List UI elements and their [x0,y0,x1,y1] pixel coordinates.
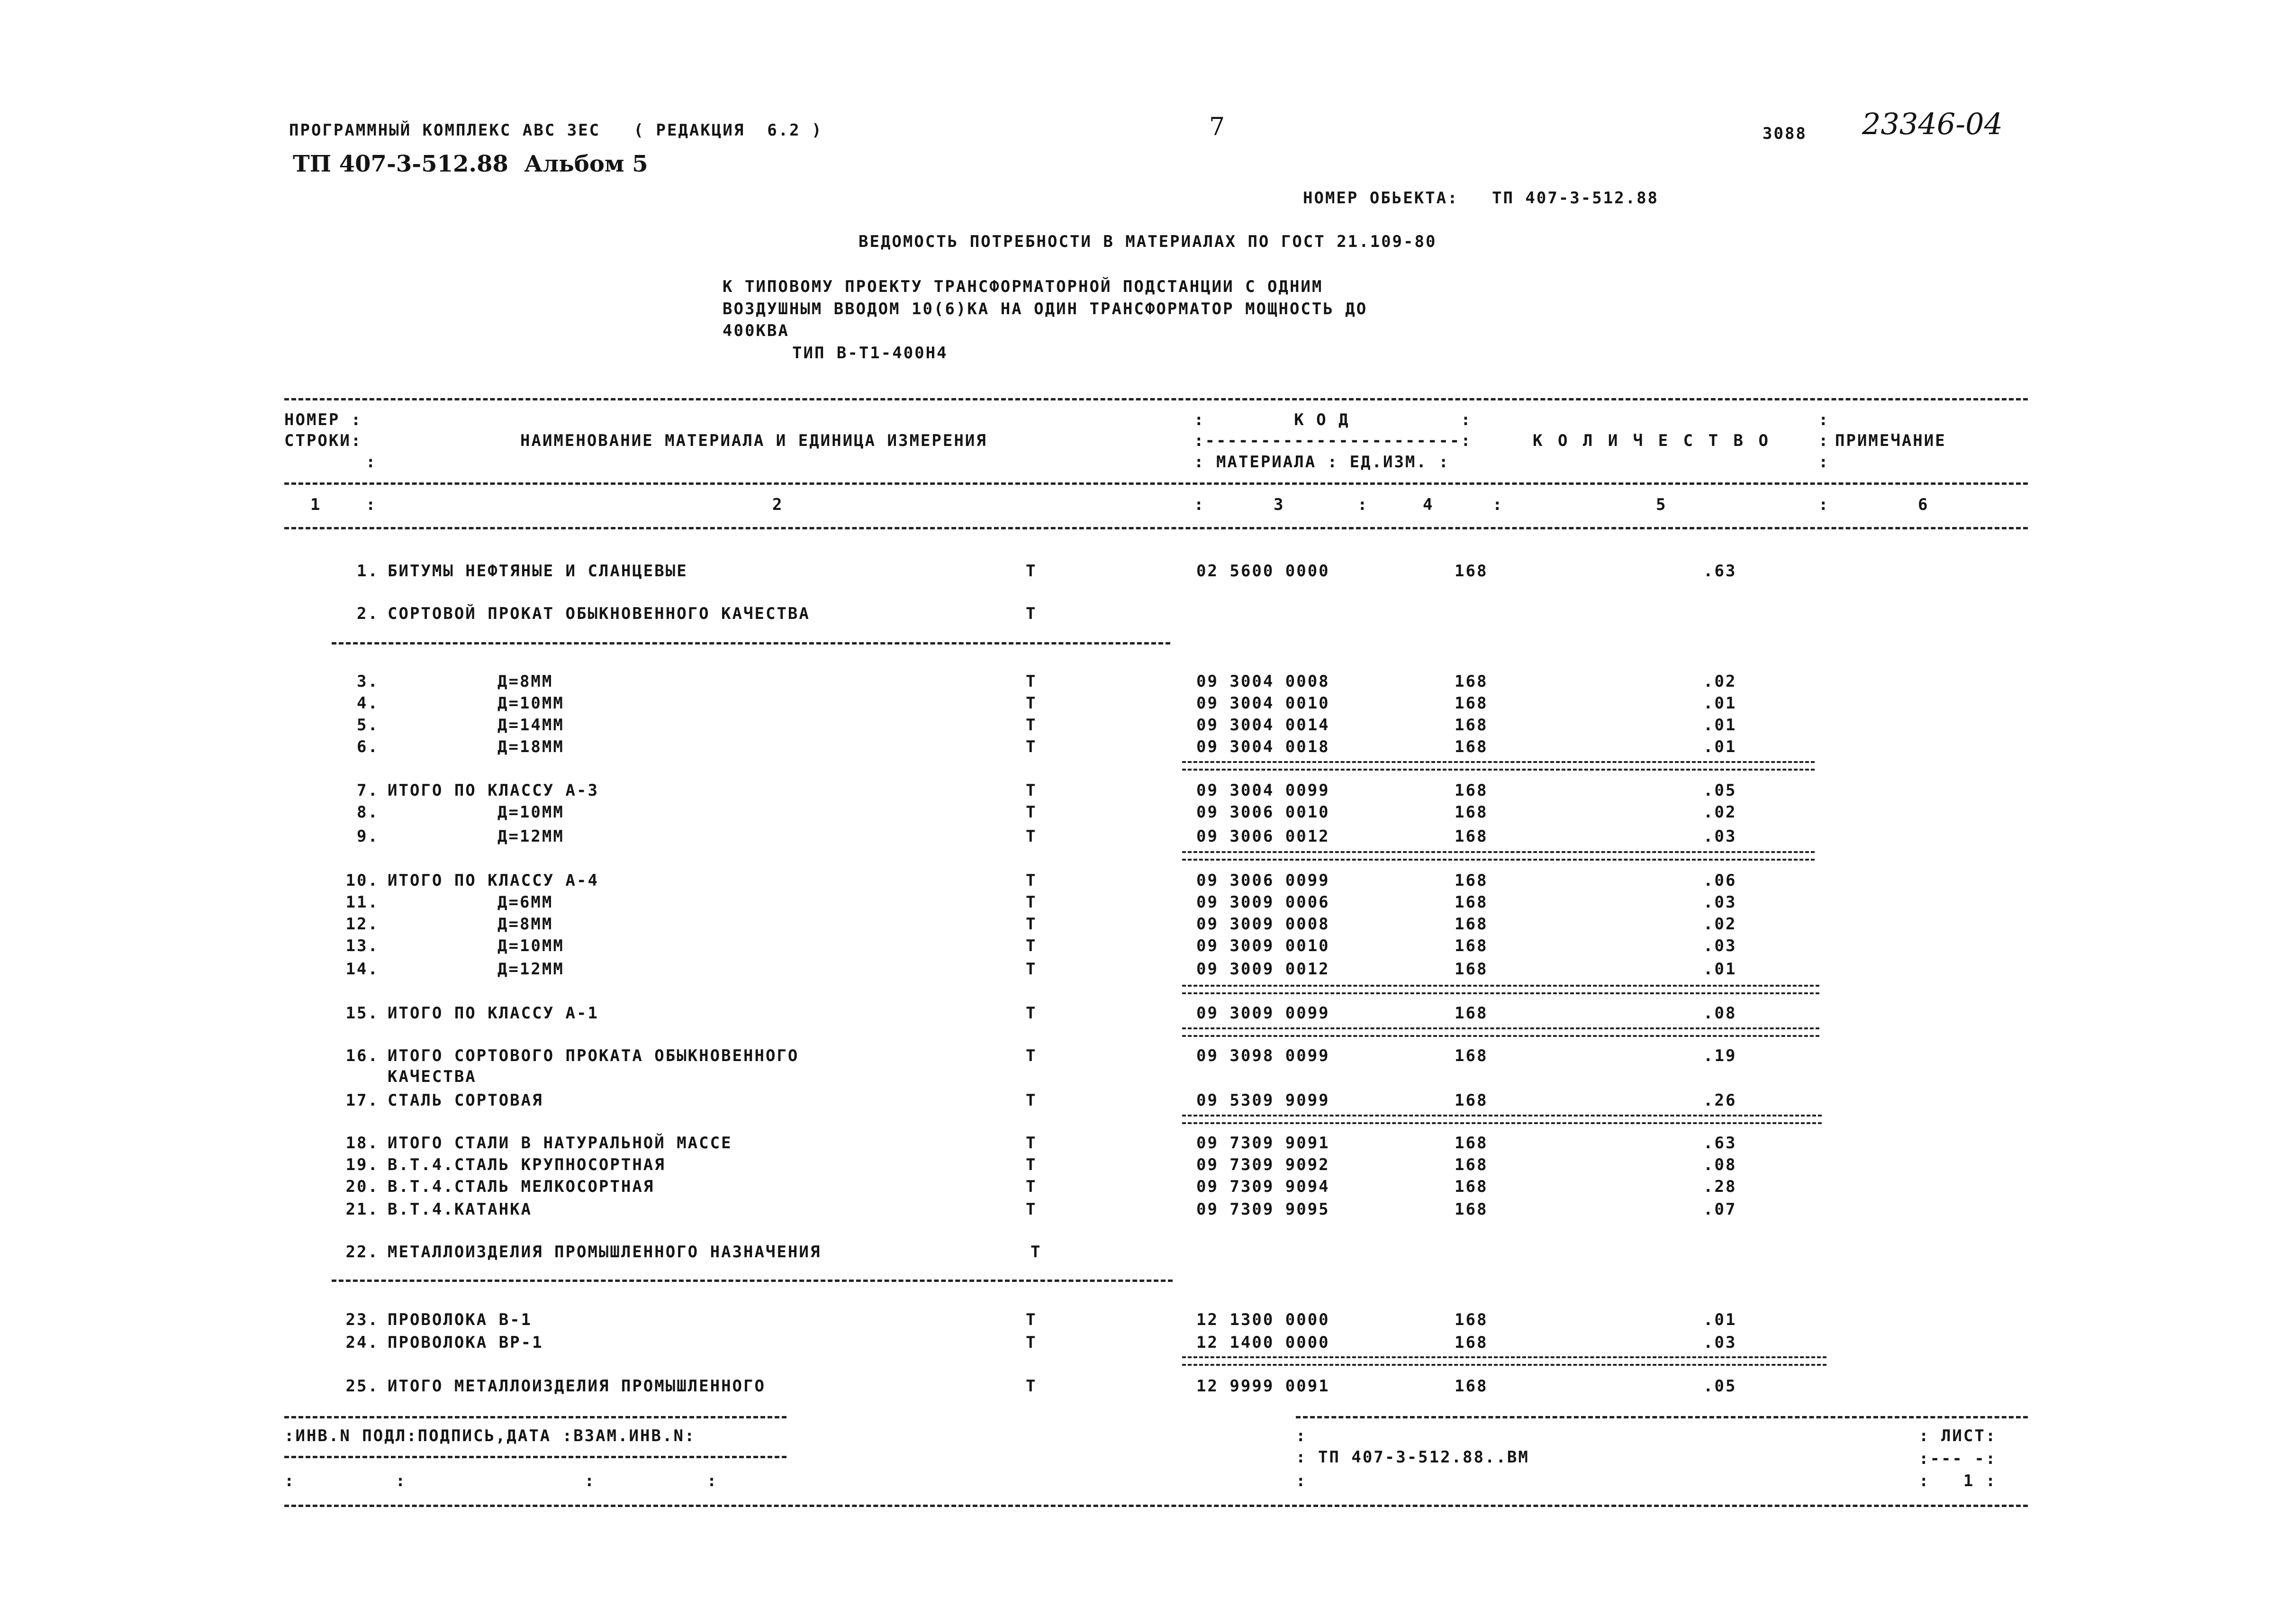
material-code: 09 3004 0018 [1196,737,1330,756]
material-name: СТАЛЬ СОРТОВАЯ [388,1091,543,1110]
material-code: 09 3006 0012 [1196,827,1330,846]
quantity: .26 [1703,1091,1737,1110]
table-row [0,936,2296,959]
material-name: ИТОГО СТАЛИ В НАТУРАЛЬНОЙ МАССЕ [388,1134,732,1153]
quantity: .08 [1703,1155,1737,1174]
table-row [0,1377,2296,1399]
unit-code: 168 [1455,672,1488,691]
unit: Т [1026,1200,1037,1219]
table-row [0,1046,2296,1090]
total-rule [1182,761,1815,771]
col-note-sep: : [1818,431,1830,450]
unit-code: 168 [1455,1200,1488,1219]
row-number: 24. [345,1333,379,1352]
col-index-3: 3 [1274,495,1285,514]
subtitle-line-4: ТИП В-Т1-400Н4 [792,344,948,363]
material-code: 12 1300 0000 [1196,1310,1330,1329]
unit-code: 168 [1455,562,1488,581]
unit: Т [1026,1004,1037,1023]
total-rule [1182,985,1819,994]
material-code: 09 3004 0099 [1196,781,1330,800]
col-index-sep-5: : [1818,495,1830,514]
table-row [0,1333,2296,1356]
unit: Т [1026,1377,1037,1396]
row-number: 18. [345,1134,379,1153]
col-index-4: 4 [1423,495,1434,514]
table-row [0,1155,2296,1178]
material-name: Д=6ММ [497,893,553,912]
col-index-sep-2: : [1194,495,1205,514]
material-code: 09 3009 0006 [1196,893,1330,912]
material-code: 12 9999 0091 [1196,1377,1330,1396]
sheet-number: : 1 : [1919,1471,1997,1490]
row-number: 6. [357,737,379,756]
total-rule [1182,1027,1819,1037]
material-name: Д=8ММ [497,915,553,934]
table-row [0,604,2296,627]
unit-code: 168 [1455,893,1488,912]
material-name: ИТОГО ПО КЛАССУ А-4 [388,871,599,890]
unit-code: 168 [1455,781,1488,800]
col-note-sep-bottom: : [1818,453,1830,472]
quantity: .05 [1703,1377,1737,1396]
table-row [0,694,2296,717]
unit-code: 168 [1455,936,1488,955]
subtitle-line-1: К ТИПОВОМУ ПРОЕКТУ ТРАНСФОРМАТОРНОЙ ПОДСТАНЦИИ С ОДНИМ [723,277,1323,296]
document-title: ВЕДОМОСТЬ ПОТРЕБНОСТИ В МАТЕРИАЛАХ ПО ГОСТ 21.109-80 [859,232,1437,251]
unit: Т [1026,1091,1037,1110]
unit-code: 168 [1455,803,1488,822]
table-row [0,1004,2296,1026]
material-name: Д=8ММ [497,672,553,691]
material-code: 09 3006 0099 [1196,871,1330,890]
quantity: .02 [1703,915,1737,934]
tp-album-label: ТП 407-3-512.88 Альбом 5 [293,151,648,177]
row-number: 1. [357,562,379,581]
total-rule [1182,1115,1822,1124]
quantity: .01 [1703,1310,1737,1329]
col-note-header: ПРИМЕЧАНИЕ [1835,431,1946,450]
row-number: 8. [357,803,379,822]
unit: Т [1026,604,1037,623]
unit-code: 168 [1455,1134,1488,1153]
material-name: В.Т.4.СТАЛЬ КРУПНОСОРТНАЯ [388,1155,666,1174]
table-row [0,562,2296,584]
unit-code: 168 [1455,827,1488,846]
unit-code: 168 [1455,1155,1488,1174]
material-name: Д=10ММ [497,803,564,822]
col-quantity-header: К О Л И Ч Е С Т В О [1533,431,1771,450]
subtitle-line-3: 400КВА [723,321,789,340]
row-number: 19. [345,1155,379,1174]
quantity: .06 [1703,871,1737,890]
unit: Т [1026,1134,1037,1153]
quantity: .03 [1703,936,1737,955]
table-row [0,1310,2296,1333]
material-code: 09 7309 9091 [1196,1134,1330,1153]
material-code: 09 3098 0099 [1196,1046,1330,1065]
unit-code: 168 [1455,1091,1488,1110]
quantity: .08 [1703,1004,1737,1023]
document-code: 3088 [1763,124,1807,143]
unit: Т [1026,694,1037,713]
material-name: СОРТОВОЙ ПРОКАТ ОБЫКНОВЕННОГО КАЧЕСТВА [388,604,810,623]
quantity: .02 [1703,803,1737,822]
material-code: 09 5309 9099 [1196,1091,1330,1110]
table-row [0,960,2296,982]
table-top-rule [284,398,2028,400]
col-code-subheaders: : МАТЕРИАЛА : ЕД.ИЗМ. : [1194,453,1450,472]
page-bottom-rule [284,1505,2028,1507]
material-name: В.Т.4.КАТАНКА [388,1200,533,1219]
quantity: .03 [1703,1333,1737,1352]
stamp-mid-rule [284,1456,786,1458]
quantity: .19 [1703,1046,1737,1065]
unit: Т [1026,1046,1037,1065]
unit-code: 168 [1455,1333,1488,1352]
row-number: 2. [357,604,379,623]
material-name: Д=18ММ [497,737,564,756]
table-row [0,1200,2296,1223]
row-number: 9. [357,827,379,846]
quantity: .63 [1703,562,1737,581]
col-code-divider: :-----------------------: [1194,431,1472,450]
quantity: .01 [1703,716,1737,735]
program-header: ПРОГРАММНЫЙ КОМПЛЕКС АВС ЗЕС ( РЕДАКЦИЯ 6.2 ) [289,121,823,140]
doc-separator-bottom: : [1296,1471,1307,1490]
row-number: 22. [345,1243,379,1262]
sheet-label: : ЛИСТ: [1919,1426,1997,1445]
material-name: ИТОГО СОРТОВОГО ПРОКАТА ОБЫКНОВЕННОГО [388,1046,799,1065]
table-row [0,716,2296,738]
unit-code: 168 [1455,1310,1488,1329]
material-name: ИТОГО ПО КЛАССУ А-1 [388,1004,599,1023]
unit-code: 168 [1455,1377,1488,1396]
row-number: 20. [345,1177,379,1196]
unit-code: 168 [1455,694,1488,713]
handwritten-number: 23346-04 [1862,107,2003,141]
material-code: 09 7309 9095 [1196,1200,1330,1219]
unit-code: 168 [1455,1046,1488,1065]
row-number: 3. [357,672,379,691]
unit-code: 168 [1455,960,1488,979]
quantity: .01 [1703,960,1737,979]
material-code: 09 3004 0008 [1196,672,1330,691]
stamp-row: : : : : [284,1471,718,1490]
row-number: 4. [357,694,379,713]
material-code: 09 3004 0014 [1196,716,1330,735]
col-index-5: 5 [1656,495,1667,514]
unit: Т [1026,1155,1037,1174]
row-number: 17. [345,1091,379,1110]
material-name: Д=10ММ [497,694,564,713]
table-row [0,737,2296,760]
total-rule [1182,851,1815,861]
quantity: .07 [1703,1200,1737,1219]
unit: Т [1026,781,1037,800]
material-code: 09 3009 0099 [1196,1004,1330,1023]
quantity: .03 [1703,827,1737,846]
col-num-label-2: СТРОКИ: [284,431,362,450]
doc-separator-top: : [1296,1426,1307,1445]
quantity: .28 [1703,1177,1737,1196]
material-name: ИТОГО МЕТАЛЛОИЗДЕЛИЯ ПРОМЫШЛЕННОГО [388,1377,766,1396]
table-row [0,1177,2296,1200]
object-number: НОМЕР ОБЬЕКТА: ТП 407-3-512.88 [1303,189,1659,208]
material-name: ИТОГО ПО КЛАССУ А-3 [388,781,599,800]
page-number: 7 [1209,113,1225,141]
table-row [0,1134,2296,1156]
unit-code: 168 [1455,871,1488,890]
unit-code: 168 [1455,716,1488,735]
row-number: 14. [345,960,379,979]
row-number: 13. [345,936,379,955]
material-name: МЕТАЛЛОИЗДЕЛИЯ ПРОМЫШЛЕННОГО НАЗНАЧЕНИЯ [388,1243,822,1262]
row-number: 15. [345,1004,379,1023]
material-name: Д=12ММ [497,960,564,979]
material-code: 12 1400 0000 [1196,1333,1330,1352]
material-name-continuation: КАЧЕСТВА [388,1067,477,1086]
material-code: 09 3006 0010 [1196,803,1330,822]
table-row [0,803,2296,826]
quantity: .01 [1703,737,1737,756]
stamp-header: :ИНВ.N ПОДЛ:ПОДПИСЬ,ДАТА :ВЗАМ.ИНВ.N: [284,1426,696,1445]
section-rule [332,642,1170,645]
material-name: Д=14ММ [497,716,564,735]
header-bottom-rule [284,527,2028,529]
col-note-sep-top: : [1818,410,1830,429]
unit: Т [1026,1310,1037,1329]
table-row [0,1091,2296,1114]
material-name: ПРОВОЛОКА В-1 [388,1310,533,1329]
material-name: БИТУМЫ НЕФТЯНЫЕ И СЛАНЦЕВЫЕ [388,562,688,581]
table-row [0,915,2296,937]
unit: Т [1026,737,1037,756]
unit: Т [1026,827,1037,846]
row-number: 11. [345,893,379,912]
unit: Т [1026,960,1037,979]
row-number: 5. [357,716,379,735]
stamp-top-rule [284,1416,786,1418]
doc-top-rule [1296,1416,2028,1418]
unit: Т [1026,936,1037,955]
material-name: ПРОВОЛОКА ВР-1 [388,1333,543,1352]
quantity: .05 [1703,781,1737,800]
col-name-header: НАИМЕНОВАНИЕ МАТЕРИАЛА И ЕДИНИЦА ИЗМЕРЕНИЯ [520,431,987,450]
material-code: 09 3009 0008 [1196,915,1330,934]
unit: Т [1026,716,1037,735]
table-row [0,1243,2296,1265]
unit: Т [1026,562,1037,581]
quantity: .02 [1703,672,1737,691]
material-code: 09 3009 0012 [1196,960,1330,979]
material-code: 09 7309 9092 [1196,1155,1330,1174]
material-code: 09 7309 9094 [1196,1177,1330,1196]
col-code-header: : К О Д : [1194,410,1472,429]
doc-code: : ТП 407-3-512.88..ВМ [1296,1448,1529,1467]
material-name: В.Т.4.СТАЛЬ МЕЛКОСОРТНАЯ [388,1177,655,1196]
table-row [0,893,2296,916]
total-rule [1182,1356,1826,1366]
unit: Т [1030,1243,1042,1262]
sheet-separator: :--- -: [1919,1449,1997,1468]
col-index-2: 2 [772,495,784,514]
unit: Т [1026,672,1037,691]
row-number: 23. [345,1310,379,1329]
row-number: 12. [345,915,379,934]
unit-code: 168 [1455,1177,1488,1196]
unit: Т [1026,915,1037,934]
quantity: .01 [1703,694,1737,713]
col-index-sep-3: : [1357,495,1369,514]
material-code: 09 3009 0010 [1196,936,1330,955]
material-code: 02 5600 0000 [1196,562,1330,581]
table-row [0,672,2296,695]
row-number: 21. [345,1200,379,1219]
unit: Т [1026,893,1037,912]
unit: Т [1026,871,1037,890]
unit: Т [1026,1177,1037,1196]
unit: Т [1026,803,1037,822]
row-number: 10. [345,871,379,890]
unit-code: 168 [1455,1004,1488,1023]
quantity: .03 [1703,893,1737,912]
col-index-6: 6 [1918,495,1929,514]
row-number: 16. [345,1046,379,1065]
row-number: 7. [357,781,379,800]
table-row [0,781,2296,804]
table-row [0,827,2296,850]
quantity: .63 [1703,1134,1737,1153]
material-code: 09 3004 0010 [1196,694,1330,713]
header-rule [284,482,2028,485]
section-rule [332,1280,1173,1282]
material-name: Д=12ММ [497,827,564,846]
table-row [0,871,2296,894]
unit: Т [1026,1333,1037,1352]
col-index-1: 1 [310,495,322,514]
col-index-sep-4: : [1492,495,1504,514]
col-num-label-1: НОМЕР : [284,410,362,429]
col-index-sep-1: : [366,495,377,514]
material-name: Д=10ММ [497,936,564,955]
subtitle-line-2: ВОЗДУШНЫМ ВВОДОМ 10(6)КА НА ОДИН ТРАНСФОРМАТОР МОЩНОСТЬ ДО [723,300,1368,318]
unit-code: 168 [1455,915,1488,934]
row-number: 25. [345,1377,379,1396]
unit-code: 168 [1455,737,1488,756]
col-num-label-3: : [366,453,377,472]
